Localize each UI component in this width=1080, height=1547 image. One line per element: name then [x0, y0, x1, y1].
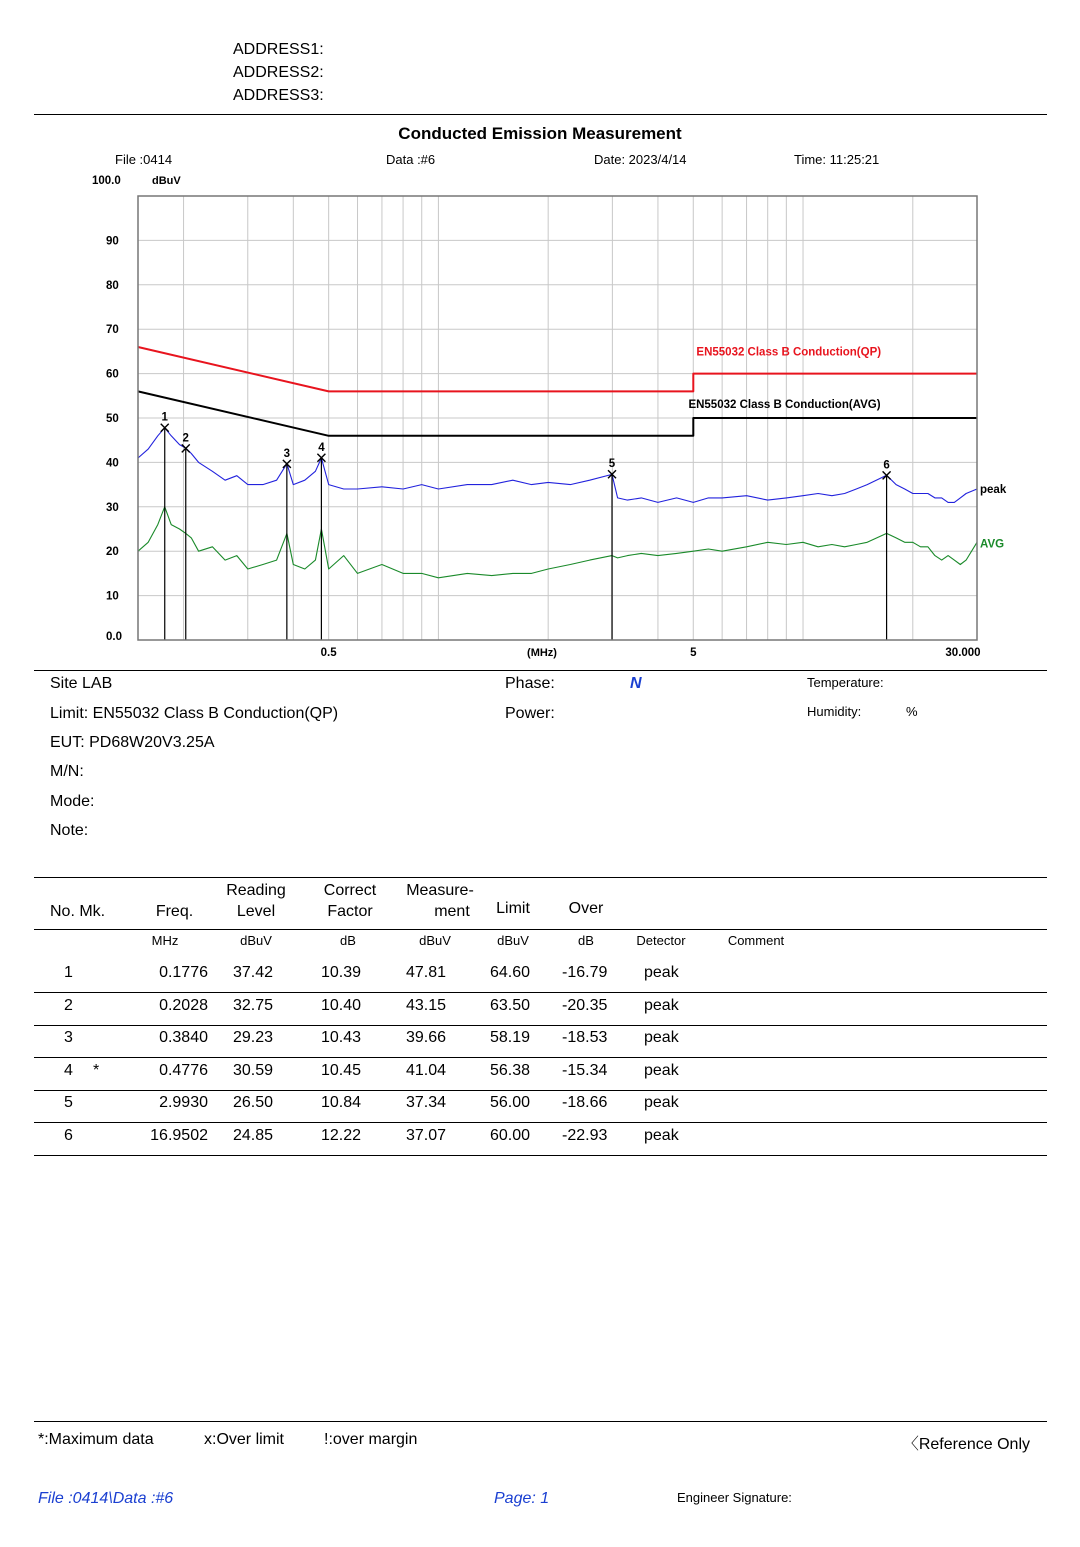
table-row-divider	[34, 1057, 1047, 1058]
table-cell-freq: 0.1776	[159, 964, 208, 981]
limit-lines	[138, 347, 977, 436]
y-tick-label: 100.0	[92, 175, 121, 187]
report-title: Conducted Emission Measurement	[398, 124, 682, 143]
file-label: File :0414	[115, 152, 173, 167]
y-tick-label: 90	[106, 235, 119, 248]
chart-divider	[34, 670, 1047, 671]
col-measure-2: ment	[434, 903, 470, 920]
temperature-label: Temperature:	[807, 675, 884, 690]
col-over: Over	[568, 900, 604, 917]
table-cell-freq: 2.9930	[159, 1094, 208, 1112]
table-cell-no: 2	[64, 996, 73, 1014]
table-cell-limit: 60.00	[490, 1127, 531, 1144]
y-tick-label: 40	[106, 457, 119, 470]
table-cell-reading: 24.85	[233, 1127, 274, 1144]
table-cell-detector: peak	[644, 1094, 679, 1112]
site-label: Site LAB	[50, 675, 113, 692]
humidity-unit: %	[906, 704, 918, 719]
table-cell-measure: 37.07	[406, 1127, 447, 1144]
time-label: Time: 11:25:21	[794, 152, 880, 167]
limit-label: Limit: EN55032 Class B Conduction(QP)	[50, 705, 339, 722]
y-tick-label: 50	[106, 413, 119, 425]
marker-label: 2	[182, 432, 189, 445]
avg-limit-legend: EN55032 Class B Conduction(AVG)	[688, 399, 881, 411]
table-cell-freq: 0.2028	[159, 996, 208, 1014]
table-cell-detector: peak	[644, 1127, 679, 1144]
table-cell-measure: 43.15	[406, 996, 447, 1014]
col-reading-1: Reading	[226, 882, 286, 899]
col-freq: Freq.	[155, 903, 194, 920]
footer-file-data: File :0414\Data :#6	[38, 1490, 174, 1507]
humidity-label: Humidity:	[807, 704, 862, 719]
table-cell-detector: peak	[644, 964, 679, 981]
y-tick-label: 60	[106, 368, 119, 381]
phase-label: Phase:	[505, 675, 555, 692]
table-cell-detector: peak	[644, 1029, 679, 1047]
table-cell-correct: 10.43	[321, 1029, 362, 1047]
col-correct-1: Correct	[323, 882, 377, 899]
table-cell-correct: 10.40	[321, 996, 362, 1014]
table-top-divider	[34, 877, 1047, 878]
data-label: Data :#6	[386, 152, 436, 167]
table-cell-correct: 12.22	[321, 1127, 362, 1144]
unit-comment: Comment	[727, 933, 785, 948]
table-cell-freq: 0.4776	[159, 1061, 208, 1079]
power-label: Power:	[505, 705, 555, 722]
unit-measure: dBuV	[419, 933, 451, 948]
unit-detector: Detector	[636, 933, 686, 948]
x-axis-unit: (MHz)	[527, 647, 557, 659]
table-cell-over: -15.34	[562, 1061, 608, 1079]
trace-line	[138, 428, 977, 503]
qp-limit-legend: EN55032 Class B Conduction(QP)	[696, 346, 882, 359]
table-cell-measure: 37.34	[406, 1094, 447, 1112]
table-row-divider	[34, 992, 1047, 993]
col-no-mk: No. Mk.	[50, 903, 106, 920]
marker-label: 5	[608, 458, 616, 471]
legend-over-limit: x:Over limit	[204, 1431, 284, 1448]
y-tick-label: 30	[106, 501, 119, 514]
address1-label: ADDRESS1:	[233, 41, 324, 58]
reference-only-note: 〈Reference Only	[902, 1436, 1030, 1453]
legend-max-data: *:Maximum data	[38, 1431, 154, 1448]
table-row-divider	[34, 1155, 1047, 1156]
table-cell-mk: *	[93, 1061, 100, 1079]
trace-line	[138, 507, 977, 578]
address2-label: ADDRESS2:	[233, 64, 324, 81]
note-label: Note:	[50, 822, 89, 839]
header-divider	[34, 114, 1047, 115]
table-cell-measure: 41.04	[406, 1061, 447, 1079]
address3-label: ADDRESS3:	[233, 87, 324, 104]
col-limit: Limit	[496, 900, 530, 917]
peak-trace-legend: peak	[980, 484, 1007, 497]
table-cell-detector: peak	[644, 1061, 679, 1079]
table-row-divider	[34, 1122, 1047, 1123]
footer-page: Page: 1	[494, 1490, 550, 1507]
engineer-signature-label: Engineer Signature:	[677, 1490, 792, 1505]
table-cell-no: 1	[64, 964, 73, 981]
y-axis-unit: dBuV	[152, 175, 181, 187]
table-cell-correct: 10.45	[321, 1061, 362, 1079]
marker-label: 4	[318, 441, 325, 454]
table-cell-limit: 64.60	[490, 964, 531, 981]
marker-label: 3	[283, 447, 291, 460]
y-tick-label: 80	[106, 279, 119, 292]
table-cell-over: -16.79	[562, 964, 608, 981]
table-cell-reading: 30.59	[233, 1061, 274, 1079]
legend-over-margin: !:over margin	[324, 1431, 418, 1448]
x-tick-label: 5	[690, 647, 697, 659]
table-cell-limit: 58.19	[490, 1029, 531, 1047]
table-cell-over: -18.66	[562, 1094, 608, 1112]
col-measure-1: Measure-	[406, 882, 474, 899]
table-cell-measure: 39.66	[406, 1029, 447, 1047]
phase-value: N	[630, 675, 642, 692]
mn-label: M/N:	[50, 763, 84, 780]
marker-label: 1	[161, 411, 168, 424]
unit-limit: dBuV	[497, 933, 529, 948]
table-cell-reading: 26.50	[233, 1094, 274, 1112]
col-reading-2: Level	[236, 903, 276, 920]
unit-correct: dB	[340, 933, 356, 948]
header-row-divider	[34, 929, 1047, 930]
table-cell-detector: peak	[644, 996, 679, 1014]
unit-freq: MHz	[151, 933, 179, 948]
table-cell-reading: 32.75	[233, 996, 274, 1014]
avg-trace-legend: AVG	[980, 538, 1005, 551]
table-cell-correct: 10.84	[321, 1094, 362, 1112]
table-cell-over: -22.93	[562, 1127, 608, 1144]
emission-chart	[0, 168, 1080, 668]
unit-over: dB	[578, 933, 594, 948]
table-cell-over: -20.35	[562, 996, 608, 1014]
y-tick-label: 70	[106, 324, 119, 337]
table-cell-freq: 16.9502	[150, 1127, 208, 1144]
table-cell-freq: 0.3840	[159, 1029, 208, 1047]
y-tick-label: 10	[106, 590, 119, 603]
eut-label: EUT: PD68W20V3.25A	[50, 734, 215, 751]
table-cell-no: 3	[64, 1029, 73, 1047]
table-cell-over: -18.53	[562, 1029, 608, 1047]
table-cell-reading: 29.23	[233, 1029, 274, 1047]
footer-divider	[34, 1421, 1047, 1422]
mode-label: Mode:	[50, 793, 95, 810]
marker-layer	[161, 412, 891, 640]
date-label: Date: 2023/4/14	[594, 152, 687, 167]
table-cell-no: 6	[64, 1127, 73, 1144]
table-cell-limit: 56.38	[490, 1061, 531, 1079]
table-cell-correct: 10.39	[321, 964, 362, 981]
table-cell-limit: 63.50	[490, 996, 531, 1014]
unit-reading: dBuV	[240, 933, 272, 948]
table-cell-no: 5	[64, 1094, 73, 1112]
table-cell-reading: 37.42	[233, 964, 274, 981]
marker-label: 6	[883, 459, 890, 472]
trace-lines	[138, 428, 977, 578]
y-tick-label: 0.0	[106, 631, 122, 643]
col-correct-2: Factor	[327, 903, 373, 920]
table-row-divider	[34, 1025, 1047, 1026]
x-tick-label: 0.5	[320, 647, 337, 659]
table-cell-limit: 56.00	[490, 1094, 531, 1112]
table-cell-no: 4	[64, 1061, 73, 1079]
table-cell-measure: 47.81	[406, 964, 447, 981]
y-tick-label: 20	[106, 546, 119, 559]
table-row-divider	[34, 1090, 1047, 1091]
x-tick-label: 30.000	[945, 647, 981, 659]
